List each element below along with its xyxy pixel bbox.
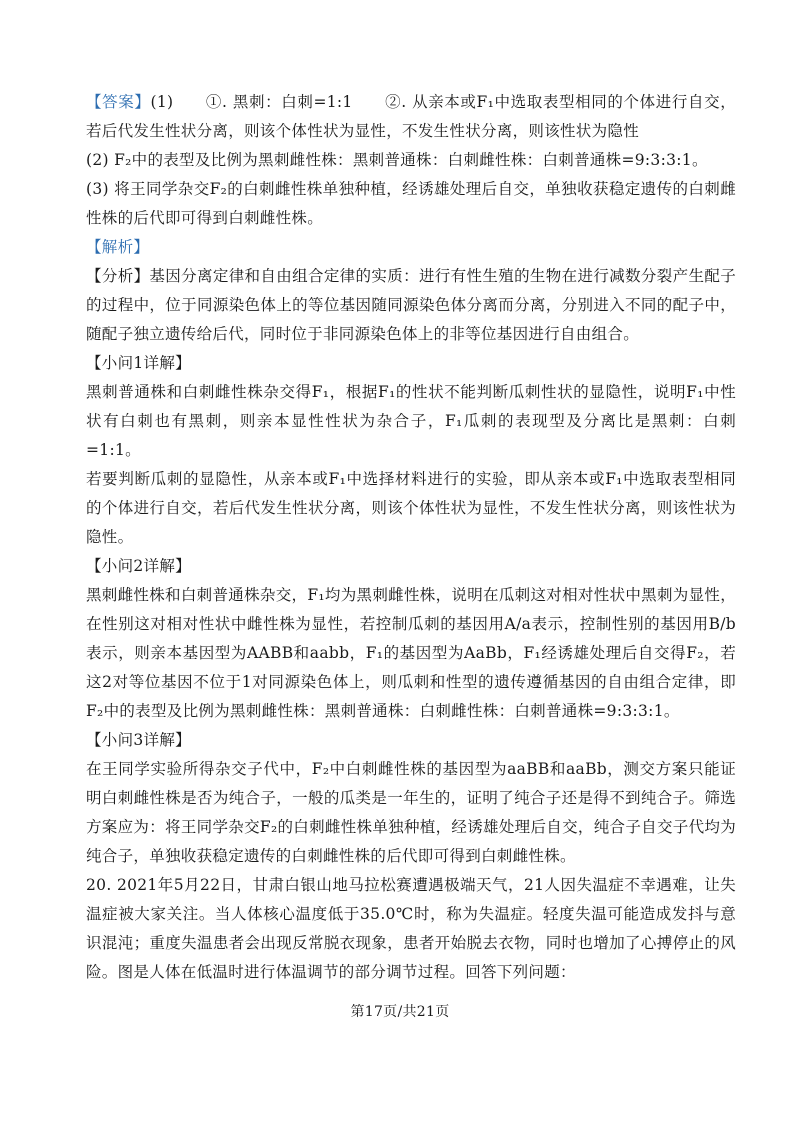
subquestion-1-paragraph-1: 黑刺普通株和白刺雌性株杂交得F₁，根据F₁的性状不能判断瓜刺性状的显隐性，说明F₁中性状有白刺也有黑刺，则亲本显性性状为杂合子，F₁瓜刺的表现型及分离比是黑刺：白刺=1:1。 <box>86 383 736 459</box>
analysis-intro <box>86 262 736 349</box>
page-number: 第17页/共21页 <box>350 1004 450 1020</box>
subquestion-1-paragraph-2: 若要判断瓜刺的显隐性，从亲本或F₁中选择材料进行的实验，即从亲本或F₁中选取表型相同的个体进行自交，若后代发生性状分离，则该个体性状为显性，不发生性状分离，则该性状为隐性。 <box>86 470 736 546</box>
subquestion-3-paragraph: 在王同学实验所得杂交子代中，F₂中白刺雌性株的基因型为aaBB和aaBb，测交方案只能证明白刺雌性株是否为纯合子，一般的瓜类是一年生的，证明了纯合子还是得不到纯合子。筛选方案应为：将王同学杂交F₂的白刺雌性株单独种植，经诱雄处理后自交，纯合子自交子代均为纯合子，单独收获稳定遗传的白刺雌性株的后代即可得到白刺雌性株。 <box>86 760 736 865</box>
subquestion-1-heading: 【小问1详解】 <box>86 354 191 372</box>
page-content <box>86 88 736 987</box>
answer-part-2: (2) F₂中的表型及比例为黑刺雌性株：黑刺普通株：白刺雌性株：白刺普通株=9:3:3:1。 <box>86 151 708 169</box>
intro-tag: 【分析】 <box>86 267 150 285</box>
intro-text: 基因分离定律和自由组合定律的实质：进行有性生殖的生物在进行减数分裂产生配子的过程中，位于同源染色体上的等位基因随同源染色体分离而分离，分别进入不同的配子中，随配子独立遗传给后代，同时位于非同源染色体上的非等位基因进行自由组合。 <box>86 267 736 343</box>
subquestion-2-paragraph: 黑刺雌性株和白刺普通株杂交，F₁均为黑刺雌性株，说明在瓜刺这对相对性状中黑刺为显性，在性别这对相对性状中雌性株为显性，若控制瓜刺的基因用A/a表示，控制性别的基因用B/b表示，则亲本基因型为AABB和aabb，F₁的基因型为AaBb，F₁经诱雄处理后自交得F₂，若这2对等位基因不位于1对同源染色体上，则瓜刺和性型的遗传遵循基因的自由组合定律，即F₂中的表型及比例为黑刺雌性株：黑刺普通株：白刺雌性株：白刺普通株=9:3:3:1。 <box>86 586 736 720</box>
answer-part-3: (3) 将王同学杂交F₂的白刺雌性株单独种植，经诱雄处理后自交，单独收获稳定遗传的白刺雌性株的后代即可得到白刺雌性株。 <box>86 180 736 227</box>
answer-text-1: (1) ①. 黑刺：白刺=1:1 ②. 从亲本或F₁中选取表型相同的个体进行自交，若后代发生性状分离，则该个体性状为显性，不发生性状分离，则该性状为隐性 <box>86 93 736 140</box>
subquestion-2-heading: 【小问2详解】 <box>86 557 191 575</box>
answer-part-1 <box>86 88 736 146</box>
question-20: 20. 2021年5月22日，甘肃白银山地马拉松赛遭遇极端天气，21人因失温症不幸遇难，让失温症被大家关注。当人体核心温度低于35.0℃时，称为失温症。轻度失温可能造成发抖与意识混沌；重度失温患者会出现反常脱衣现象，患者开始脱去衣物，同时也增加了心搏停止的风险。图是人体在低温时进行体温调节的部分调节过程。回答下列问题： <box>86 876 736 981</box>
answer-tag: 【答案】 <box>86 93 151 111</box>
analysis-tag: 【解析】 <box>86 238 150 256</box>
subquestion-3-heading: 【小问3详解】 <box>86 731 191 749</box>
